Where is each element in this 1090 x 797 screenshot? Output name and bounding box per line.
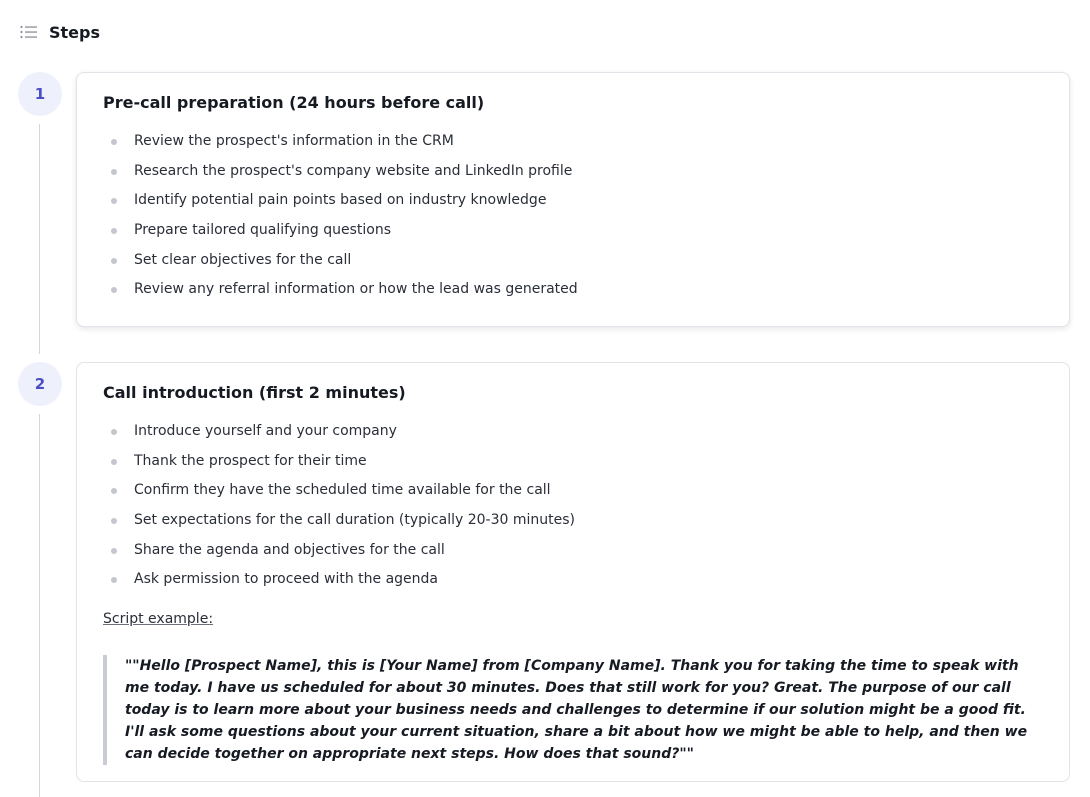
step-card	[76, 72, 1070, 327]
list-icon	[20, 25, 37, 39]
step-connector-line	[39, 414, 40, 797]
list-item: Research the prospect's company website and LinkedIn profile	[103, 161, 578, 191]
list-item: Thank the prospect for their time	[103, 451, 575, 481]
step-card	[76, 362, 1070, 782]
list-item: Identify potential pain points based on industry knowledge	[103, 190, 578, 220]
list-item: Share the agenda and objectives for the call	[103, 540, 575, 570]
list-item: Set clear objectives for the call	[103, 250, 578, 280]
list-item: Confirm they have the scheduled time available for the call	[103, 480, 575, 510]
list-item: Set expectations for the call duration (typically 20-30 minutes)	[103, 510, 575, 540]
step-title: Call introduction (first 2 minutes)	[103, 383, 406, 402]
list-item: Review the prospect's information in the CRM	[103, 131, 578, 161]
script-example-label: Script example:	[103, 611, 214, 627]
step-1	[18, 72, 1072, 362]
list-item: Prepare tailored qualifying questions	[103, 220, 578, 250]
page-title: Steps	[49, 22, 100, 42]
step-checklist	[103, 421, 575, 599]
list-item: Review any referral information or how the lead was generated	[103, 279, 578, 309]
step-2	[18, 362, 1072, 797]
step-number-badge: 1	[18, 72, 62, 116]
script-example-quote: ""Hello [Prospect Name], this is [Your Name] from [Company Name]. Thank you for taking the time to speak with me today. I have us scheduled for about 30 minutes. Does that still work for you? Great. The purpose of our call today is to learn more about your business needs and challenges to determine if our solution might be a good fit. I'll ask some questions about your current situation, share a bit about how we might be able to help, and then we can decide together on appropriate next steps. How does that sound?""	[103, 655, 1047, 765]
list-item: Introduce yourself and your company	[103, 421, 575, 451]
step-title: Pre-call preparation (24 hours before call)	[103, 93, 485, 112]
steps-header	[20, 20, 100, 44]
step-checklist	[103, 131, 578, 309]
list-item: Ask permission to proceed with the agenda	[103, 569, 575, 599]
step-connector-line	[39, 124, 40, 354]
step-number-badge: 2	[18, 362, 62, 406]
